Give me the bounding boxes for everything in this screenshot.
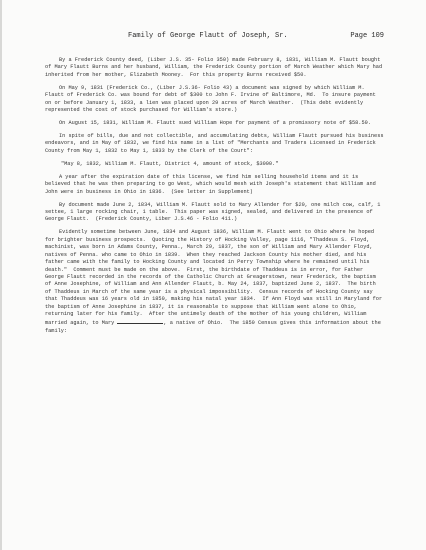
document-body — [45, 57, 385, 341]
ohio-move-text: Evidently sometime between June, 1834 and August 1836, William M. Flautt went to Ohio where he hoped for brighter business prospects. Quoting the History of Hocking Valley, page 1116, "Thaddeus S. Floyd, machinist, was born in Adams County, Penna., March 29, 1837, the son of William and Mary Allender Floyd, natives of Penna. who came to Ohio in 1839. When they reached Jackson County his mother died, and his father came with the family to Hocking County and located in Perry Township where he remained until his death." Comment must be made on the above. First, the birthdate of Thaddeus is in error, for Father George Flautt recorded in the records of the Catholic Church at Greagerstown, near Frederick, the baptism of Anne Josephine, of William and Ann Allender Flautt, b. May 24, 1837, baptized June 2, 1837. The birth of Thaddeus in March of the same year is a physical impossibility. Census records of Hocking County say that Thaddeus was 16 years old in 1850, making his natal year 1834. If Ann Floyd was still in Maryland for the baptism of Anne Josephine in 1837, it is reasonable to suppose that William went alone to Ohio, returning later for his family. After the untimely death of the mother of his young children, William married again, to Mary — [45, 229, 386, 327]
paragraph-debt-irvine: On May 9, 1831 (Frederick Co., (Liber J.S.36- Folio 43) a document was signed by which William M. Flautt of Frederick Co. was bound for debt of $300 to John F. Irvine of Baltimore, Md. To insure payment on or before January 1, 1833, a lien was placed upon 29 acres of March Weather. (This debt evidently represented the cost of stock purchased for William's store.) — [45, 84, 379, 114]
paragraph-hope-suit: On August 15, 1831, William M. Flautt sued William Hope for payment of a promissory note of $58.50. — [59, 120, 371, 127]
paragraph-merchant-license: In spite of bills, due and not collectible, and accumulating debts, William Flautt pursued his business endeavors, and in May of 1832, we find his name in a list of "Merchants and Traders Licensed in Frederick County from May 1, 1832 to May 1, 1833 by the Clerk of the Court": — [45, 133, 387, 154]
paragraph-ohio-move — [45, 229, 385, 335]
page-edge — [0, 0, 2, 550]
blank-name-line — [117, 318, 163, 324]
paragraph-household-sale: A year after the expiration date of this license, we find him selling household items and it is believed that he was then preparing to go West, which would mesh with Joseph's statement that William and John were in business in Ohio in 1836. (See letter in Supplement) — [45, 173, 379, 195]
paragraph-deed-1831: By a Frederick County deed, (Liber J.S. 35- Folio 350) made February 8, 1831, William M. Flautt bought of Mary Flautt Burns and her husband, William, the Frederick County portion of March Weather which Mary had inherited from her mother, Elizabeth Mooney. For this property Burns received $50. — [45, 57, 386, 78]
paragraph-allender-sale: By document made June 2, 1834, William M. Flautt sold to Mary Allender for $20, one milch cow, calf, 1 settee, 1 large rocking chair, 1 table. This paper was signed, sealed, and delivered in the presence of George Flautt. (Frederick County, Liber J.S.46 - Folio 411.) — [45, 201, 384, 223]
page-header — [0, 32, 426, 44]
header-title: Family of George Flautt of Joseph, Sr. — [128, 32, 288, 40]
quoted-license-entry: "May 8, 1832, William M. Flautt, District 4, amount of stock, $3000." — [61, 160, 279, 167]
ohio-move-tail: , a native of Ohio. The 1850 Census gives this information about the family: — [45, 320, 385, 334]
page-number: Page 109 — [350, 32, 384, 40]
